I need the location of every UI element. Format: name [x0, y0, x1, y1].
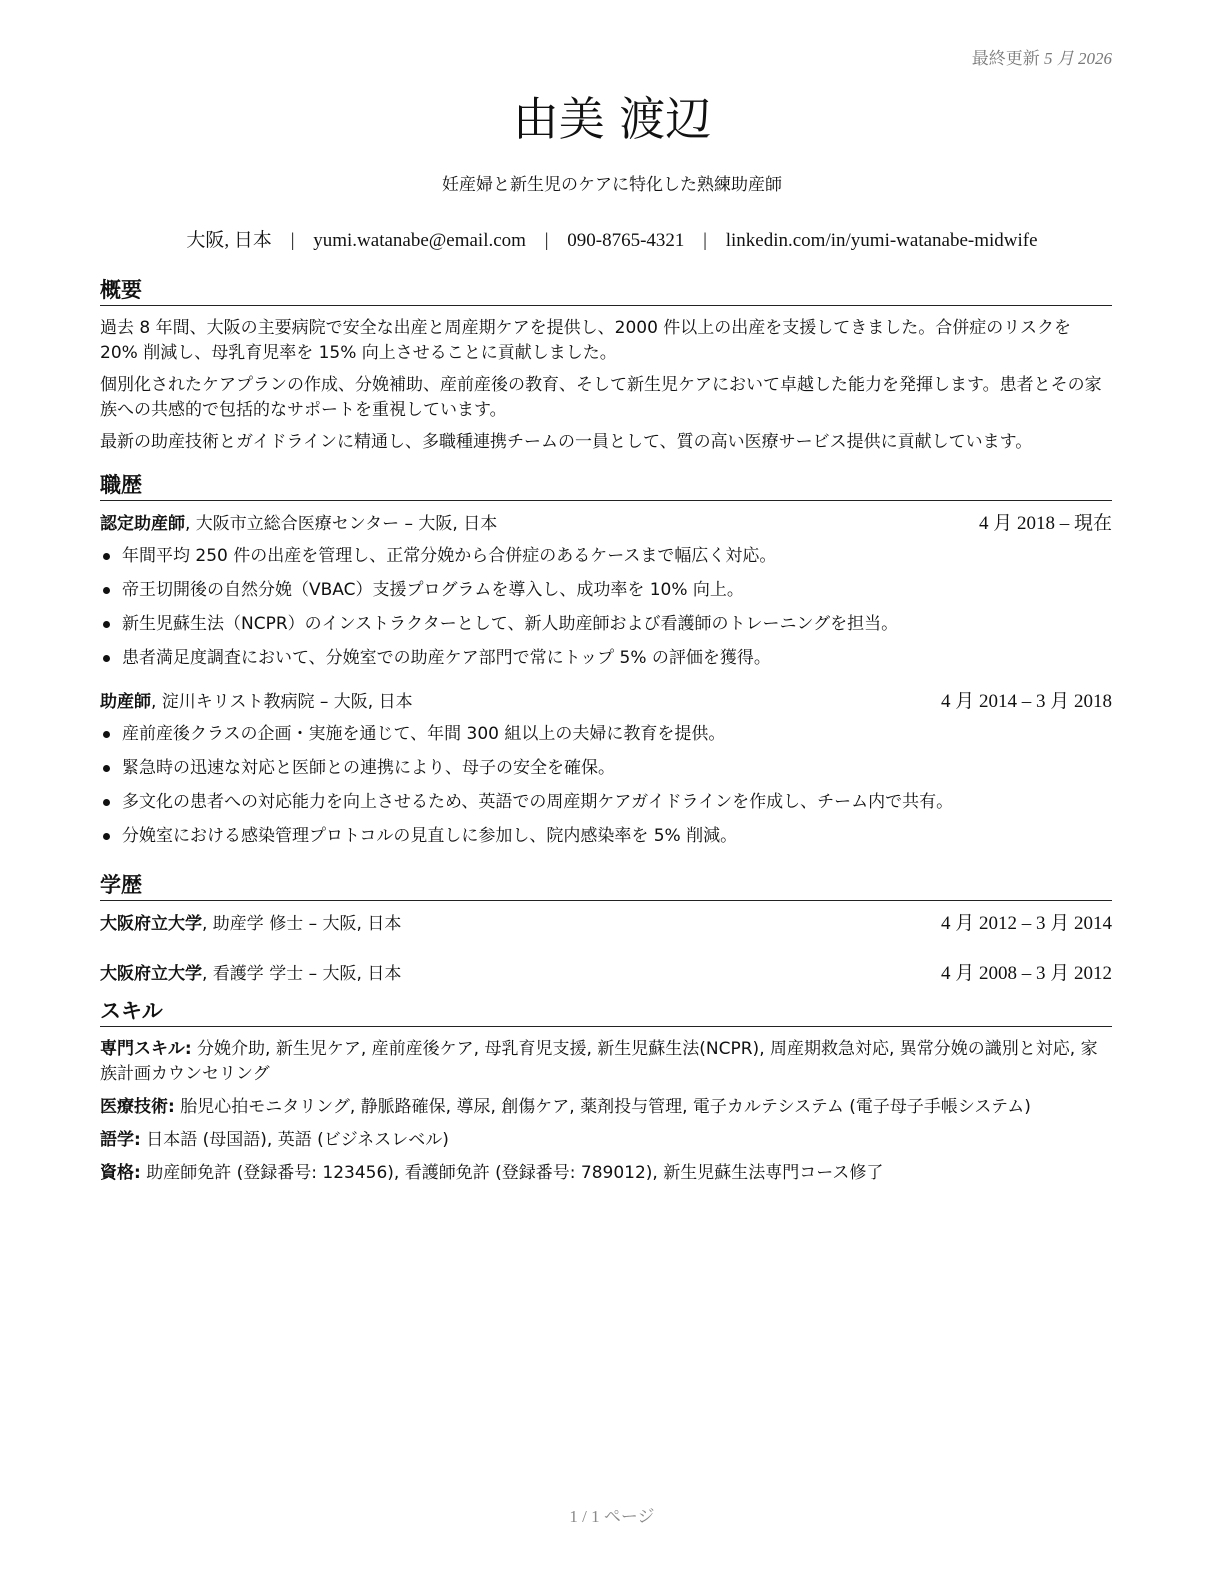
job-header [100, 689, 1112, 715]
experience-section [100, 471, 1112, 853]
contact-linkedin[interactable]: linkedin.com/in/yumi-watanabe-midwife [725, 230, 1038, 251]
education-dates: 4 月 2008 – 3 月 2012 [940, 963, 1112, 984]
page-indicator: 1 / 1 ページ [569, 1507, 655, 1526]
education-entry [100, 911, 1112, 937]
job-dates: 4 月 2014 – 3 月 2018 [940, 691, 1112, 712]
contact-email[interactable]: yumi.watanabe@email.com [313, 230, 526, 251]
section-title-summary: 概要 [100, 276, 1112, 306]
job-entry [100, 511, 1112, 675]
job-dates: 4 月 2018 – 現在 [978, 513, 1112, 534]
skill-row [100, 1037, 1112, 1087]
job-bullet: 新生児蘇生法（NCPR）のインストラクターとして、新人助産師および看護師のトレーニングを担当。 [100, 607, 1112, 641]
section-title-experience: 職歴 [100, 471, 1112, 501]
job-bullets [100, 539, 1112, 675]
education-section [100, 871, 1112, 987]
last-updated-prefix: 最終更新 [971, 49, 1040, 68]
contact-location: 大阪, 日本 [186, 230, 272, 251]
skill-row [100, 1161, 1112, 1186]
section-title-education: 学歴 [100, 871, 1112, 901]
job-bullet: 患者満足度調査において、分娩室での助産ケア部門で常にトップ 5% の評価を獲得。 [100, 641, 1112, 675]
skill-row [100, 1095, 1112, 1120]
contact-phone: 090-8765-4321 [567, 230, 685, 251]
skill-label: 資格: [100, 1163, 141, 1183]
tagline: 妊産婦と新生児のケアに特化した熟練助産師 [442, 175, 782, 195]
job-bullet: 分娩室における感染管理プロトコルの見直しに参加し、院内感染率を 5% 削減。 [100, 819, 1112, 853]
job-bullet: 緊急時の迅速な対応と医師との連携により、母子の安全を確保。 [100, 751, 1112, 785]
skill-value: 日本語 (母国語), 英語 (ビジネスレベル) [140, 1130, 449, 1150]
education-school: 大阪府立大学 [100, 964, 202, 984]
summary-paragraph: 最新の助産技術とガイドラインに精通し、多職種連携チームの一員として、質の高い医療サービス提供に貢献しています。 [100, 432, 1033, 452]
skill-label: 専門スキル: [100, 1039, 192, 1059]
job-role: 認定助産師 [100, 514, 185, 534]
job-bullet: 多文化の患者への対応能力を向上させるため、英語での周産期ケアガイドラインを作成し、チーム内で共有。 [100, 785, 1112, 819]
contact-separator: | [703, 230, 707, 251]
resume-body [100, 276, 1112, 1194]
summary-paragraph: 個別化されたケアプランの作成、分娩補助、産前産後の教育、そして新生児ケアにおいて卓越した能力を発揮します。患者とその家族への共感的で包括的なサポートを重視しています。 [100, 375, 1102, 420]
job-role: 助産師 [100, 692, 151, 712]
skill-value: 分娩介助, 新生児ケア, 産前産後ケア, 母乳育児支援, 新生児蘇生法(NCPR), 周産期救急対応, 異常分娩の識別と対応, 家族計画カウンセリング [100, 1039, 1098, 1084]
skill-value: 胎児心拍モニタリング, 静脈路確保, 導尿, 創傷ケア, 薬剤投与管理, 電子カルテシステム (電子母子手帳システム) [174, 1097, 1031, 1117]
skill-row [100, 1128, 1112, 1153]
education-degree: , 看護学 学士 – 大阪, 日本 [202, 964, 402, 984]
skills-section [100, 997, 1112, 1186]
job-bullet: 帝王切開後の自然分娩（VBAC）支援プログラムを導入し、成功率を 10% 向上。 [100, 573, 1112, 607]
education-dates: 4 月 2012 – 3 月 2014 [940, 913, 1112, 934]
skill-label: 医療技術: [100, 1097, 175, 1117]
skill-label: 語学: [100, 1130, 141, 1150]
job-entry [100, 689, 1112, 853]
section-title-skills: スキル [100, 997, 1112, 1027]
job-bullets [100, 717, 1112, 853]
last-updated-month: 5 月 [1044, 49, 1074, 68]
candidate-name: 由美 渡辺 [512, 92, 712, 146]
job-bullet: 産前産後クラスの企画・実施を通じて、年間 300 組以上の夫婦に教育を提供。 [100, 717, 1112, 751]
job-header [100, 511, 1112, 537]
last-updated [972, 44, 1112, 69]
skill-value: 助産師免許 (登録番号: 123456), 看護師免許 (登録番号: 789012), 新生児蘇生法専門コース修了 [140, 1163, 884, 1183]
last-updated-year: 2026 [1078, 49, 1112, 68]
job-organization: , 大阪市立総合医療センター – 大阪, 日本 [185, 514, 498, 534]
job-organization: , 淀川キリスト教病院 – 大阪, 日本 [151, 692, 413, 712]
education-entry [100, 961, 1112, 987]
education-school: 大阪府立大学 [100, 914, 202, 934]
contact-separator: | [544, 230, 549, 251]
job-bullet: 年間平均 250 件の出産を管理し、正常分娩から合併症のあるケースまで幅広く対応。 [100, 539, 1112, 573]
contact-separator: | [290, 230, 295, 251]
contact-line [0, 225, 1224, 252]
education-degree: , 助産学 修士 – 大阪, 日本 [202, 914, 402, 934]
summary-paragraph: 過去 8 年間、大阪の主要病院で安全な出産と周産期ケアを提供し、2000 件以上の出産を支援してきました。合併症のリスクを 20% 削減し、母乳育児率を 15% 向上させることに貢献しました。 [100, 318, 1071, 363]
summary-section [100, 276, 1112, 455]
